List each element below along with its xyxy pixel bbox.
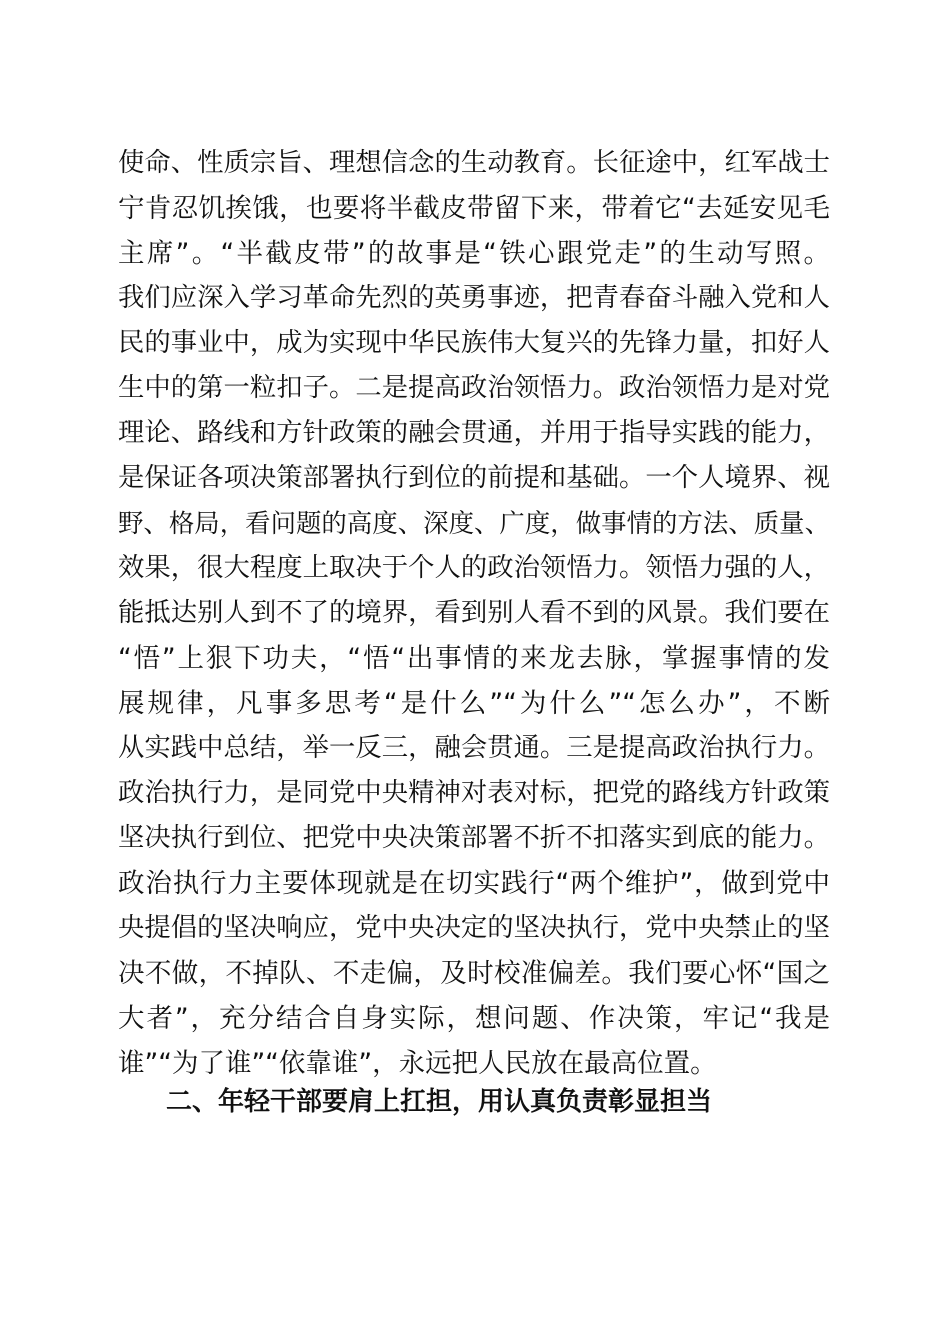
paragraph-line: 是保证各项决策部署执行到位的前提和基础。一个人境界、视 bbox=[118, 463, 830, 493]
paragraph-line: 决不做，不掉队、不走偏，及时校准偏差。我们要心怀“国之 bbox=[118, 958, 830, 989]
body-paragraph bbox=[118, 141, 830, 1086]
paragraph-line: 能抵达别人到不了的境界，看到别人看不到的风景。我们要在 bbox=[118, 598, 830, 628]
paragraph-line: 宁肯忍饥挨饿，也要将半截皮带留下来，带着它“去延安见毛 bbox=[118, 193, 830, 224]
paragraph-line: 展规律，凡事多思考“是什么”“为什么”“怎么办”，不断 bbox=[118, 688, 830, 719]
paragraph-line: 大者”，充分结合自身实际，想问题、作决策，牢记“我是 bbox=[118, 1003, 830, 1034]
paragraph-line: 政治执行力主要体现就是在切实践行“两个维护”，做到党中 bbox=[118, 868, 830, 899]
paragraph-line: 谁”“为了谁”“依靠谁”，永远把人民放在最高位置。 bbox=[118, 1048, 717, 1079]
paragraph-line: “悟”上狠下功夫，“悟“出事情的来龙去脉，掌握事情的发 bbox=[118, 643, 830, 674]
paragraph-line: 政治执行力，是同党中央精神对表对标，把党的路线方针政策 bbox=[118, 778, 830, 808]
paragraph-line: 使命、性质宗旨、理想信念的生动教育。长征途中，红军战士 bbox=[118, 148, 830, 178]
paragraph-line: 野、格局，看问题的高度、深度、广度，做事情的方法、质量、 bbox=[118, 508, 830, 538]
paragraph-line: 我们应深入学习革命先烈的英勇事迹，把青春奋斗融入党和人 bbox=[118, 283, 830, 313]
paragraph-line: 生中的第一粒扣子。二是提高政治领悟力。政治领悟力是对党 bbox=[118, 373, 830, 403]
paragraph-line: 主席”。“半截皮带”的故事是“铁心跟党走”的生动写照。 bbox=[118, 238, 830, 269]
paragraph-line: 从实践中总结，举一反三，融会贯通。三是提高政治执行力。 bbox=[118, 733, 830, 763]
paragraph-line: 理论、路线和方针政策的融会贯通，并用于指导实践的能力， bbox=[118, 418, 830, 448]
paragraph-line: 坚决执行到位、把党中央决策部署不折不扣落实到底的能力。 bbox=[118, 823, 830, 853]
paragraph-line: 民的事业中，成为实现中华民族伟大复兴的先锋力量，扣好人 bbox=[118, 328, 830, 358]
paragraph-line: 央提倡的坚决响应，党中央决定的坚决执行，党中央禁止的坚 bbox=[118, 913, 830, 943]
section-heading: 二、年轻干部要肩上扛担，用认真负责彰显担当 bbox=[166, 1087, 713, 1117]
paragraph-line: 效果，很大程度上取决于个人的政治领悟力。领悟力强的人， bbox=[118, 553, 830, 583]
